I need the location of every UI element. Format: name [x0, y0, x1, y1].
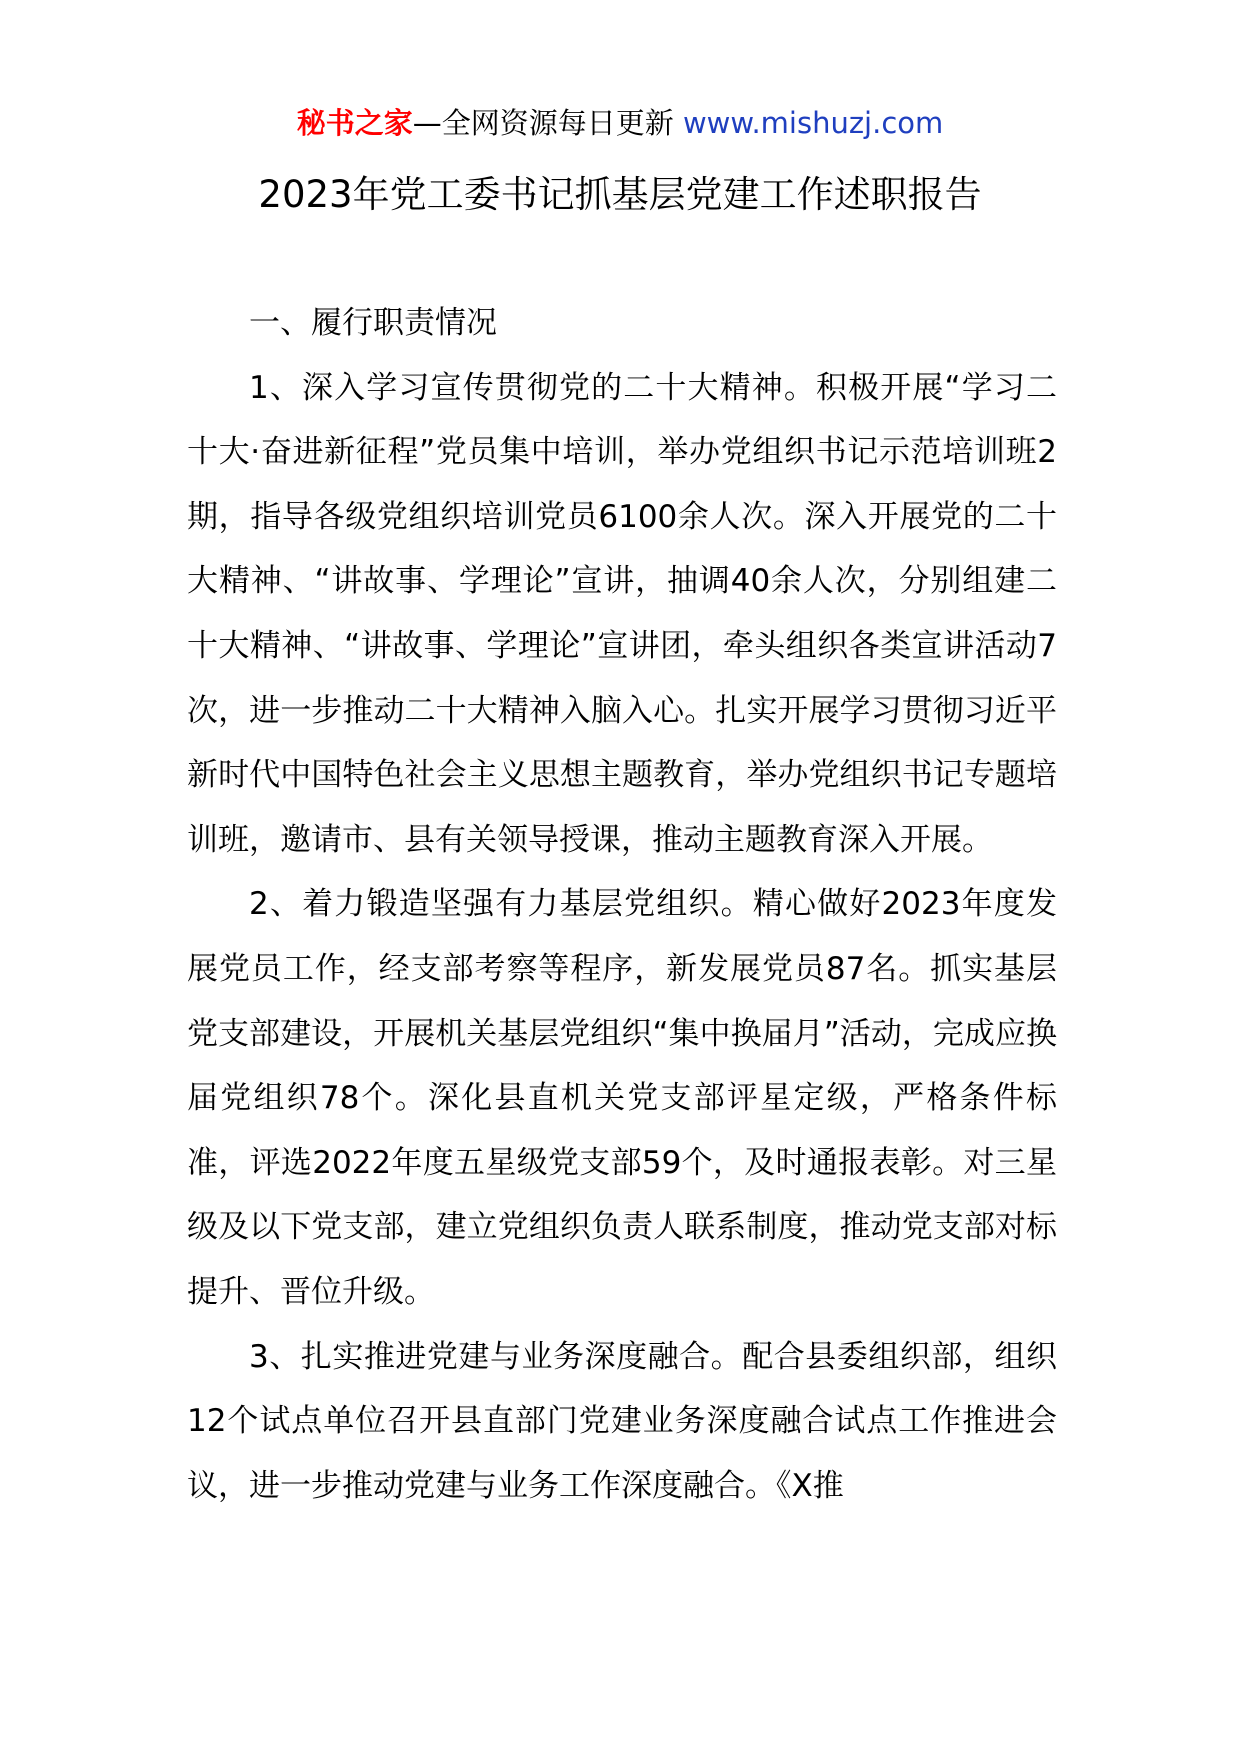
document-title: 2023年党工委书记抓基层党建工作述职报告	[258, 173, 982, 216]
brand-name: 秘书之家	[296, 106, 413, 140]
section-heading: 一、履行职责情况	[249, 305, 497, 341]
paragraph-1: 1、深入学习宣传贯彻党的二十大精神。积极开展“学习二十大·奋进新征程”党员集中培训，举办党组织书记示范培训班2期，指导各级党组织培训党员6100余人次。深入开展党的二十大精神、“讲故事、学理论”宣讲，抽调40余人次，分别组建二十大精神、“讲故事、学理论”宣讲团，牵头组织各类宣讲活动7次，进一步推动二十大精神入脑入心。扎实开展学习贯彻习近平新时代中国特色社会主义思想主题教育，举办党组织书记专题培训班，邀请市、县有关领导授课，推动主题教育深入开展。	[187, 369, 1057, 858]
header-slogan: —全网资源每日更新	[412, 106, 683, 140]
document-body	[187, 291, 1057, 1518]
website-link[interactable]: www.mishuzj.com	[682, 106, 944, 140]
watermark-header	[0, 103, 1240, 143]
paragraph-2: 2、着力锻造坚强有力基层党组织。精心做好2023年度发展党员工作，经支部考察等程序，新发展党员87名。抓实基层党支部建设，开展机关基层党组织“集中换届月”活动，完成应换届党组织78个。深化县直机关党支部评星定级，严格条件标准，评选2022年度五星级党支部59个，及时通报表彰。对三星级及以下党支部，建立党组织负责人联系制度，推动党支部对标提升、晋位升级。	[187, 886, 1057, 1310]
paragraph-3: 3、扎实推进党建与业务深度融合。配合县委组织部，组织12个试点单位召开县直部门党建业务深度融合试点工作推进会议，进一步推动党建与业务工作深度融合。《X推	[187, 1338, 1057, 1504]
